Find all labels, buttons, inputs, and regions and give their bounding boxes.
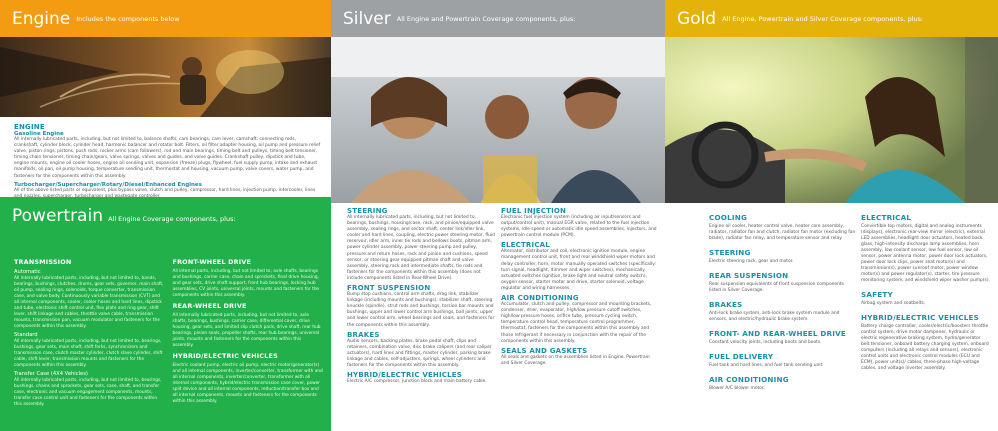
silver-steering-text: All internally lubricated parts, including, but not limited to, bearings, bushings, housing/case, rack, and pinion/equipped valve assembly, sealing rings, and sector shaft, center link/idler link, cooler and hard lines, coupling, electric power steering motor, fluid reservoir, idler arm, inner tie rods and bellows boots, pitman arm, power cylinder assembly, power steering pump and pulley, pressure and return hoses, rack and pinion and cushions, speed sensor, or steering gear equipped pitman shaft and valve assembly, steering rack and intermediate shafts, tie rods and fasteners for the components within this assembly (does not include components listed in Rear-Wheel Drive). xyxy=(347,215,495,281)
silver-left-column xyxy=(347,207,495,387)
engine-title: Engine xyxy=(12,8,71,29)
automatic-label: Automatic xyxy=(14,269,41,275)
gold-electrical-text: Convertible top motors, digital and analog instruments (displays), electronic rear-view mirror (electric), external LED assemblies, headlight door actuators, heated back glass, high-intensity discharge lamp assemblies, horn assembly, low coolant sensor, low fuel sensor, low oil sensor, power antenna motor, power door lock actuators, power door lock clips, power seat motor(s) and transmission(s), power sunroof motor, power window motor(s) and power regulator(s), starter, tire pressure monitoring system, and windshield wiper washer pump(s). xyxy=(861,224,990,283)
gold-hybrid-text: Battery charge controller, cooler/electric/boosters throttle control system, drive motor dampener, hydraulic or electric regenerative braking system, hydro/generator belt tensioner, onboard battery charging system, onboard computers (including all relays and sensors), electronic control units and electronic control modules (ECU and ECM), power unit(s)/ cables, three-phase high-voltage cables, and voltage inverter assembly. xyxy=(861,324,989,371)
silver-brakes-text: Audio sensors, backing plates, brake pedal shaft, clips and retainers, combination valve, disc brake calipers (and rear caliper actuators), hard lines and fittings, master cylinder, parking brake linkage and cables, self-adjusters, springs, wheel cylinders and fasteners for the components within this assembly. xyxy=(347,338,492,368)
silver-subtitle: All Engine and Powertrain Coverage components, plus: xyxy=(396,14,576,23)
gasoline-engine-label: Gasoline Engine xyxy=(14,131,64,137)
gold-ac-text: Blower A/C blower motor. xyxy=(709,386,765,391)
rwd-text: All internally lubricated parts, including, but not limited to, axle shafts, bearings, bushings, carrier case, differential cover, drive housing, gear sets, and limited slip clutch pack, drive shaft, rear hub bearings, pinion seals, propeller shafts, rear hub bearings, universal joints, mounts and fasteners for the components within this assembly. xyxy=(172,313,321,348)
powertrain-title: Powertrain xyxy=(12,206,103,226)
silver-electrical-text: Alternator, distributor and coil, electronic ignition module, engine management control unit, front and rear windshield wiper motors and delay controller, horn, motor manually operated switches (specifically: turn signal, headlight, dimmer and wiper switches), mechanically actuated switches (ignition, brake light and neutral safety switch), oxygen sensor, starter motor and drive, starter solenoid, voltage regulator and wiring harnesses. xyxy=(501,249,656,291)
gold-left-column xyxy=(709,207,857,425)
powertrain-panel xyxy=(0,197,331,431)
front-rear-drive-text: Constant velocity joints, including boots and boots. xyxy=(709,340,822,345)
front-suspension-heading: FRONT SUSPENSION xyxy=(347,284,431,293)
gold-electrical-heading: ELECTRICAL xyxy=(861,213,912,222)
silver-hybrid-heading: HYBRID/ELECTRIC VEHICLES xyxy=(347,371,463,380)
engine-section-heading: ENGINE xyxy=(14,123,45,131)
silver-hybrid-text: Electric A/C compressor, junction block and main battery cable. xyxy=(347,379,487,385)
engine-subtitle: Includes the components below xyxy=(76,14,180,23)
rear-suspension-text: Rear suspension equivalents of front suspension components listed in Silver Coverage. xyxy=(709,282,844,293)
pt-hybrid-heading: HYBRID/ELECTRIC VEHICLES xyxy=(172,352,278,360)
fwd-text: All internal parts, including, but not limited to, axle shafts, bearings and bushings, carrier case, chain and sprockets, final drive housing, and gear sets, drive shaft support, front hub bearings, locking hub assemblies, CV joints, universal joints, mounts and fasteners for the components within this assembly. xyxy=(172,269,320,298)
gasoline-engine-text: All internally lubricated parts, including, but not limited to, balance shafts, cam bearings, cam lever, camshaft, connecting rods, crankshaft, cylinder block, cylinder head, harmonic balancer and rotator bolt. Filters, oil filter adapter housing, oil pump and pressure relief valve, piston rings, pistons, push rods, rocker arms (cam followers), rod and main bearings, timing belt and pulleys, timing belt tensioner, timing chain tensioner, timing chain/gears, valve springs, valves and guides, and valve guides. Crankshaft pulley, dipstick and tube, engine mounts, engine oil cooler hoses, engine oil sending unit, expansion (freeze) plugs, flywheel, fuel supply pump, intake and exhaust manifolds, oil pan, oil pump housing, temperature sending unit, thermostat and housing, vacuum pump, valve covers, water pump, and fasteners for the components within this assembly. xyxy=(14,137,321,179)
fuel-delivery-text: Fuel tank and hard lines, and fuel tank sending unit. xyxy=(709,363,824,368)
gold-steering-heading: STEERING xyxy=(709,248,751,257)
powertrain-right-column xyxy=(173,255,324,410)
silver-column xyxy=(331,0,665,431)
powertrain-subtitle: All Engine Coverage components, plus: xyxy=(108,215,236,223)
silver-steering-heading: STEERING xyxy=(347,207,388,215)
transmission-heading: TRANSMISSION xyxy=(14,258,72,266)
gold-header-band xyxy=(665,0,998,37)
turbo-engine-text: All of the above listed parts or equivalent, plus bypass valve, clutch and pulley, compressor, hard lines, injection pump, intercooler, lines xyxy=(14,187,316,193)
powertrain-header xyxy=(0,197,331,226)
front-rear-drive-heading: FRONT- AND REAR-WHEEL DRIVE xyxy=(709,329,847,338)
front-suspension-text: Bump stop cushions, control arm shafts, drag link, stabilizer linkage (including mounts and bushings), stabilizer shaft, steering knuckle (spindle), strut rods and bushings, torsion bar mounts and bushings, upper and lower control arm bushings, ball joints, upper and lower control arm, wheel bearings and seals, and fasteners for the components within this assembly. xyxy=(347,292,495,328)
engine-header-band xyxy=(0,0,331,37)
transfer-case-label: Transfer Case (4X4 Vehicles) xyxy=(14,371,88,377)
family-car-photo xyxy=(331,37,665,203)
gold-subtitle: All Engine, Powertrain and Silver Coverage components, plus: xyxy=(722,14,924,23)
cooling-heading: COOLING xyxy=(709,213,748,222)
cooling-text: Engine oil cooler, heater control valve, heater core assembly, radiator, radiator fan and clutch, radiator fan motor (excluding fan blade), radiator fan relay, and temperature sensor and relay. xyxy=(709,224,856,241)
gold-hybrid-heading: HYBRID/ELECTRIC VEHICLES xyxy=(861,313,979,322)
fwd-heading: FRONT-WHEEL DRIVE xyxy=(172,258,252,266)
engine-driving-photo xyxy=(0,37,331,117)
silver-electrical-heading: ELECTRICAL xyxy=(501,241,550,250)
safety-heading: SAFETY xyxy=(861,290,893,299)
standard-label: Standard xyxy=(14,332,38,338)
safety-text: Airbag system and seatbelts. xyxy=(861,301,926,306)
engine-section xyxy=(14,123,321,202)
gold-column xyxy=(665,0,998,431)
silver-ac-text: Accumulator, clutch and pulley, compressor and mounting brackets, condenser, drier, evaporator, high/low pressure cutoff switches, high/low pressure hoses, orifice tube, pressure cycling switch, temperature control head, temperature control programmer, thermostat, fasteners for the components within this assembly and those refrigerant if necessary in conjunction with the repair of the components within this assembly. xyxy=(501,302,652,344)
rear-suspension-heading: REAR SUSPENSION xyxy=(709,271,789,280)
silver-right-column xyxy=(501,207,657,369)
fuel-delivery-heading: FUEL DELIVERY xyxy=(709,352,774,361)
gold-brakes-text: Anti-lock brake system, anti-lock brake system module and sensors, and electric/hydraulic brake system. xyxy=(709,311,840,322)
driver-photo xyxy=(665,37,998,203)
rwd-heading: REAR-WHEEL DRIVE xyxy=(172,302,247,310)
silver-brakes-heading: BRAKES xyxy=(347,330,380,339)
standard-text: All internally lubricated parts, including, but not limited to, bearings, bushings, gear sets, main shaft, shift forks, synchronizers and transmission case, clutch master cylinder, clutch slave cylinder, shift cable, shift lever, transmission mounts and fasteners for the components within this assembly. xyxy=(14,339,163,368)
gold-brakes-heading: BRAKES xyxy=(709,300,743,309)
seals-gaskets-heading: SEALS AND GASKETS xyxy=(501,346,588,355)
powertrain-left-column xyxy=(14,255,165,410)
powertrain-columns xyxy=(14,255,323,410)
pt-hybrid-text: Electric coolant pump, electric oil pump, electric motor/generator(s) and all internal components, inverter/converter, transformer with and all internal components, inverter/converter, transformer with all internal components, hybrid/electric transmission case cover, power split device and all internal components, reduction/transfer box and all internal components, mounts and fasteners for the components within this assembly. xyxy=(172,363,323,404)
gold-right-column xyxy=(861,207,990,425)
gold-ac-heading: AIR CONDITIONING xyxy=(709,375,789,384)
transfer-case-text: All internally lubricated parts, including, but not limited to, bearings, bushings, chains and sprockets, gear sets, case, shaft, and transfer case, electronic and vacuum engagement components, mounts, transfer case control unit and fasteners for the components within this assembly. xyxy=(14,378,162,407)
automatic-text: All internally lubricated parts, including, but not limited to, bands, bearings, bushings, clutches, drums, gear sets, governor, main shaft, oil pump, sealing rings, solenoids, torque converter, transmission case, and valve body. Continuously variable transmission (CVT) and all internal components, cooler, cooler hoses and hard lines, dipstick and tube, electronic shift control unit, flex plate and ring gear, shift lever, shift linkage and cables, throttle valve cable, transmission mounts, transmission pan, vacuum modulator and fasteners for the components within this assembly. xyxy=(14,276,164,329)
turbo-engine-label: Turbocharger/Supercharger/Rotary/Diesel/Enhanced Engines xyxy=(14,181,202,188)
engine-column xyxy=(0,0,331,431)
gold-steering-text: Electric steering rack, gear and motor. xyxy=(709,259,794,264)
fuel-injection-text: Electronic fuel injection system (including air input/sensors and output/control unit), manual EGR valve, related to the fuel injection systems, idle speed or automatic idle speed assemblies, injectors, and powertrain control module (PCM). xyxy=(501,215,657,239)
silver-title: Silver xyxy=(343,8,391,29)
seals-gaskets-text: All seals and gaskets on the assemblies listed in Engine, Powertrain and Silver Coverage. xyxy=(501,354,650,366)
silver-ac-heading: AIR CONDITIONING xyxy=(501,294,579,303)
silver-header-band xyxy=(331,0,665,37)
gold-title: Gold xyxy=(677,8,717,29)
fuel-injection-heading: FUEL INJECTION xyxy=(501,207,567,215)
